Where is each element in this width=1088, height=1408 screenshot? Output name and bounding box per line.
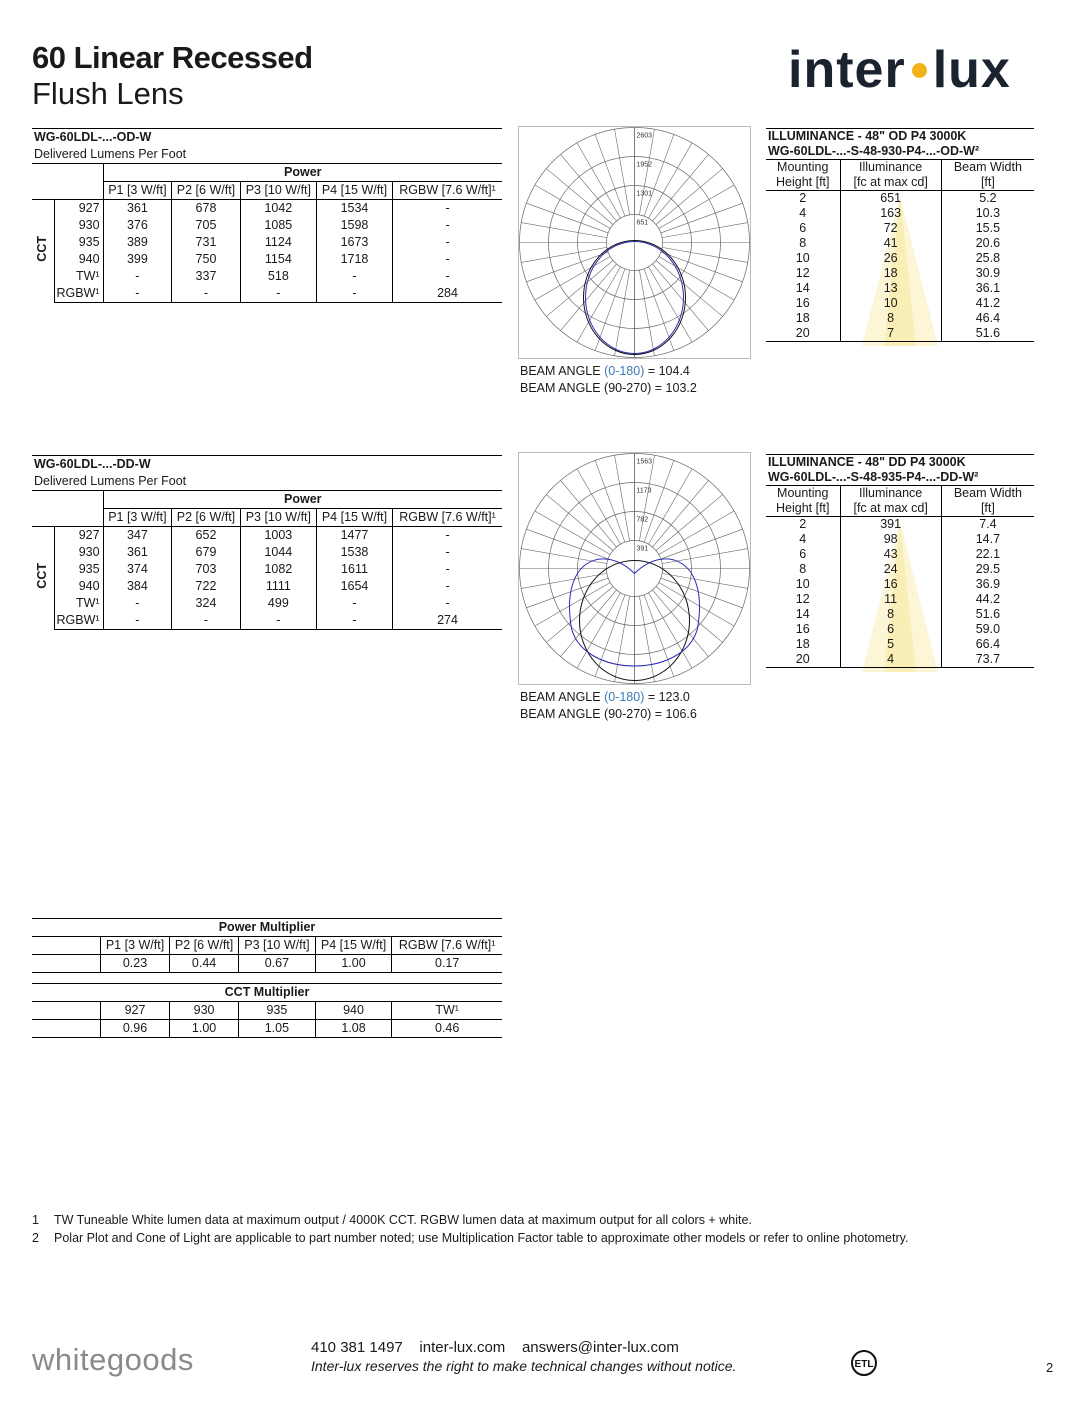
logo-dot-icon <box>912 63 927 78</box>
polar-ring-label: 1173 <box>636 487 652 495</box>
table-subtitle: Delivered Lumens Per Foot <box>32 146 502 164</box>
beam-angle-90-270: BEAM ANGLE (90-270) = 106.6 <box>520 707 697 721</box>
beam-angle-0-180: BEAM ANGLE (0-180) = 123.0 <box>520 690 690 704</box>
table-row: 14 13 36.1 <box>795 281 1001 295</box>
polar-ring-label: 782 <box>636 516 649 524</box>
polar-ring-label: 1563 <box>636 458 653 466</box>
table-row: RGBW¹ - - - - 274 <box>32 612 502 630</box>
polar-ring-label: 1952 <box>636 161 653 169</box>
beam-angle-dd <box>520 689 697 723</box>
table-row: 8 24 29.5 <box>799 562 1001 576</box>
table-row: 6 43 22.1 <box>799 547 1001 561</box>
table-model: WG-60LDL-...-OD-W <box>32 129 502 147</box>
table-row: 8 41 20.6 <box>799 236 1001 250</box>
power-multiplier-title: Power Multiplier <box>32 919 502 937</box>
power-column-header: P1 [3 W/ft] <box>103 182 172 200</box>
table-row: 935 374 703 1082 1611 - <box>32 561 502 578</box>
footnote-1: 1 TW Tuneable White lumen data at maximum output / 4000K CCT. RGBW lumen data at maximum output for all colors + white. <box>32 1213 752 1227</box>
page-subtitle: Flush Lens <box>32 76 184 111</box>
lumens-table-dd <box>32 455 502 630</box>
table-subtitle: Delivered Lumens Per Foot <box>32 473 502 491</box>
table-row: 18 5 66.4 <box>795 637 1001 651</box>
table-row: 20 7 51.6 <box>766 326 1034 342</box>
table-row: 18 8 46.4 <box>795 311 1001 325</box>
illuminance-title: ILLUMINANCE - 48" DD P4 3000K <box>766 455 1034 471</box>
table-row: 16 6 59.0 <box>795 622 1001 636</box>
table-row: TW¹ - 337 518 - - <box>32 268 502 285</box>
cct-axis-label: CCT <box>35 235 50 262</box>
power-column-header: P2 [6 W/ft] <box>172 509 241 527</box>
illuminance-title: ILLUMINANCE - 48" OD P4 3000K <box>766 129 1034 145</box>
table-row: TW¹ - 324 499 - - <box>32 595 502 612</box>
polar-ring-label: 2603 <box>636 132 653 140</box>
whitegoods-brand: whitegoods <box>32 1342 194 1377</box>
brand-logo: inter lux <box>788 41 1011 99</box>
table-row: CCT 927 361 678 1042 1534 - <box>32 200 502 218</box>
power-column-header: P3 [10 W/ft] <box>240 509 316 527</box>
table-row: 940 399 750 1154 1718 - <box>32 251 502 268</box>
beam-angle-0-180: BEAM ANGLE (0-180) = 104.4 <box>520 364 690 378</box>
table-row: 12 18 30.9 <box>795 266 1001 280</box>
power-column-header: P4 [15 W/ft] <box>316 509 392 527</box>
illuminance-model: WG-60LDL-...-S-48-935-P4-...-DD-W² <box>766 470 1034 486</box>
power-column-header: RGBW [7.6 W/ft]¹ <box>393 182 502 200</box>
table-row: 10 26 25.8 <box>795 251 1001 265</box>
contact-info: 410 381 1497 inter-lux.com answers@inter-lux.com <box>311 1339 679 1356</box>
table-row: 14 8 51.6 <box>795 607 1001 621</box>
etl-certification-icon <box>850 1349 878 1377</box>
polar-ring-label: 391 <box>636 545 649 553</box>
cct-multiplier-title: CCT Multiplier <box>32 984 502 1002</box>
table-row: 16 10 41.2 <box>795 296 1001 310</box>
multiplier-tables: Power Multiplier P1 [3 W/ft] P2 [6 W/ft] P3 [10 W/ft] P4 [15 W/ft] RGBW [7.6 W/ft]¹ 0.23 0.44 0.67 1.00 0.17 CCT Multiplier 927 930 935 940 TW¹ 0.96 1.00 1.05 1.08 0.46 <box>32 918 502 1038</box>
lumens-table-od <box>32 128 502 303</box>
power-column-header: P4 [15 W/ft] <box>316 182 392 200</box>
table-row: 12 11 44.2 <box>795 592 1001 606</box>
footnote-2: 2 Polar Plot and Cone of Light are applicable to part number noted; use Multiplication Factor table to approximate other models or refer to online photometry. <box>32 1231 909 1245</box>
beam-angle-90-270: BEAM ANGLE (90-270) = 103.2 <box>520 381 697 395</box>
disclaimer: Inter-lux reserves the right to make technical changes without notice. <box>311 1358 737 1374</box>
table-row: 4 163 10.3 <box>799 206 1001 220</box>
illuminance-table-od: ILLUMINANCE - 48" OD P4 3000K WG-60LDL-...-S-48-930-P4-...-OD-W² Mounting Illuminance Beam Width Height [ft] [fc at max cd] [ft] 2 651 5.2 4 163 10.3 6 72 15.5 8 41 20.6 10 26 25.8 12 18 30.9 14 13 36.1 16 10 41.2 18 8 46.4 20 7 51.6 <box>766 128 1034 350</box>
polar-plot-od <box>518 126 751 359</box>
table-model: WG-60LDL-...-DD-W <box>32 456 502 474</box>
illuminance-table-dd: ILLUMINANCE - 48" DD P4 3000K WG-60LDL-...-S-48-935-P4-...-DD-W² Mounting Illuminance Beam Width Height [ft] [fc at max cd] [ft] 2 391 7.4 4 98 14.7 6 43 22.1 8 24 29.5 10 16 36.9 12 11 44.2 14 8 51.6 16 6 59.0 18 5 66.4 20 4 73.7 <box>766 454 1034 676</box>
table-row: 4 98 14.7 <box>799 532 1001 546</box>
svg-text:ETL: ETL <box>854 1359 874 1370</box>
table-row: 10 16 36.9 <box>795 577 1001 591</box>
table-row: 940 384 722 1111 1654 - <box>32 578 502 595</box>
table-row: 6 72 15.5 <box>799 221 1001 235</box>
beam-angle-od <box>520 363 697 397</box>
power-column-header: P2 [6 W/ft] <box>172 182 241 200</box>
polar-ring-label: 651 <box>636 219 649 227</box>
cct-axis-label: CCT <box>35 562 50 589</box>
power-column-header: P1 [3 W/ft] <box>103 509 172 527</box>
polar-ring-label: 1301 <box>636 190 653 198</box>
polar-plot-dd <box>518 452 751 685</box>
table-row: 2 391 7.4 <box>799 517 997 531</box>
table-row: RGBW¹ - - - - 284 <box>32 285 502 303</box>
page-number: 2 <box>1046 1360 1054 1375</box>
table-row: 930 376 705 1085 1598 - <box>32 217 502 234</box>
page-title: 60 Linear Recessed <box>32 40 313 75</box>
table-row: 930 361 679 1044 1538 - <box>32 544 502 561</box>
table-row: CCT 927 347 652 1003 1477 - <box>32 527 502 545</box>
illuminance-model: WG-60LDL-...-S-48-930-P4-...-OD-W² <box>766 144 1034 160</box>
table-row: 2 651 5.2 <box>799 191 997 205</box>
power-header: Power <box>103 164 502 182</box>
table-row: 20 4 73.7 <box>766 652 1034 668</box>
power-column-header: RGBW [7.6 W/ft]¹ <box>393 509 502 527</box>
power-column-header: P3 [10 W/ft] <box>240 182 316 200</box>
table-row: 935 389 731 1124 1673 - <box>32 234 502 251</box>
power-header: Power <box>103 491 502 509</box>
